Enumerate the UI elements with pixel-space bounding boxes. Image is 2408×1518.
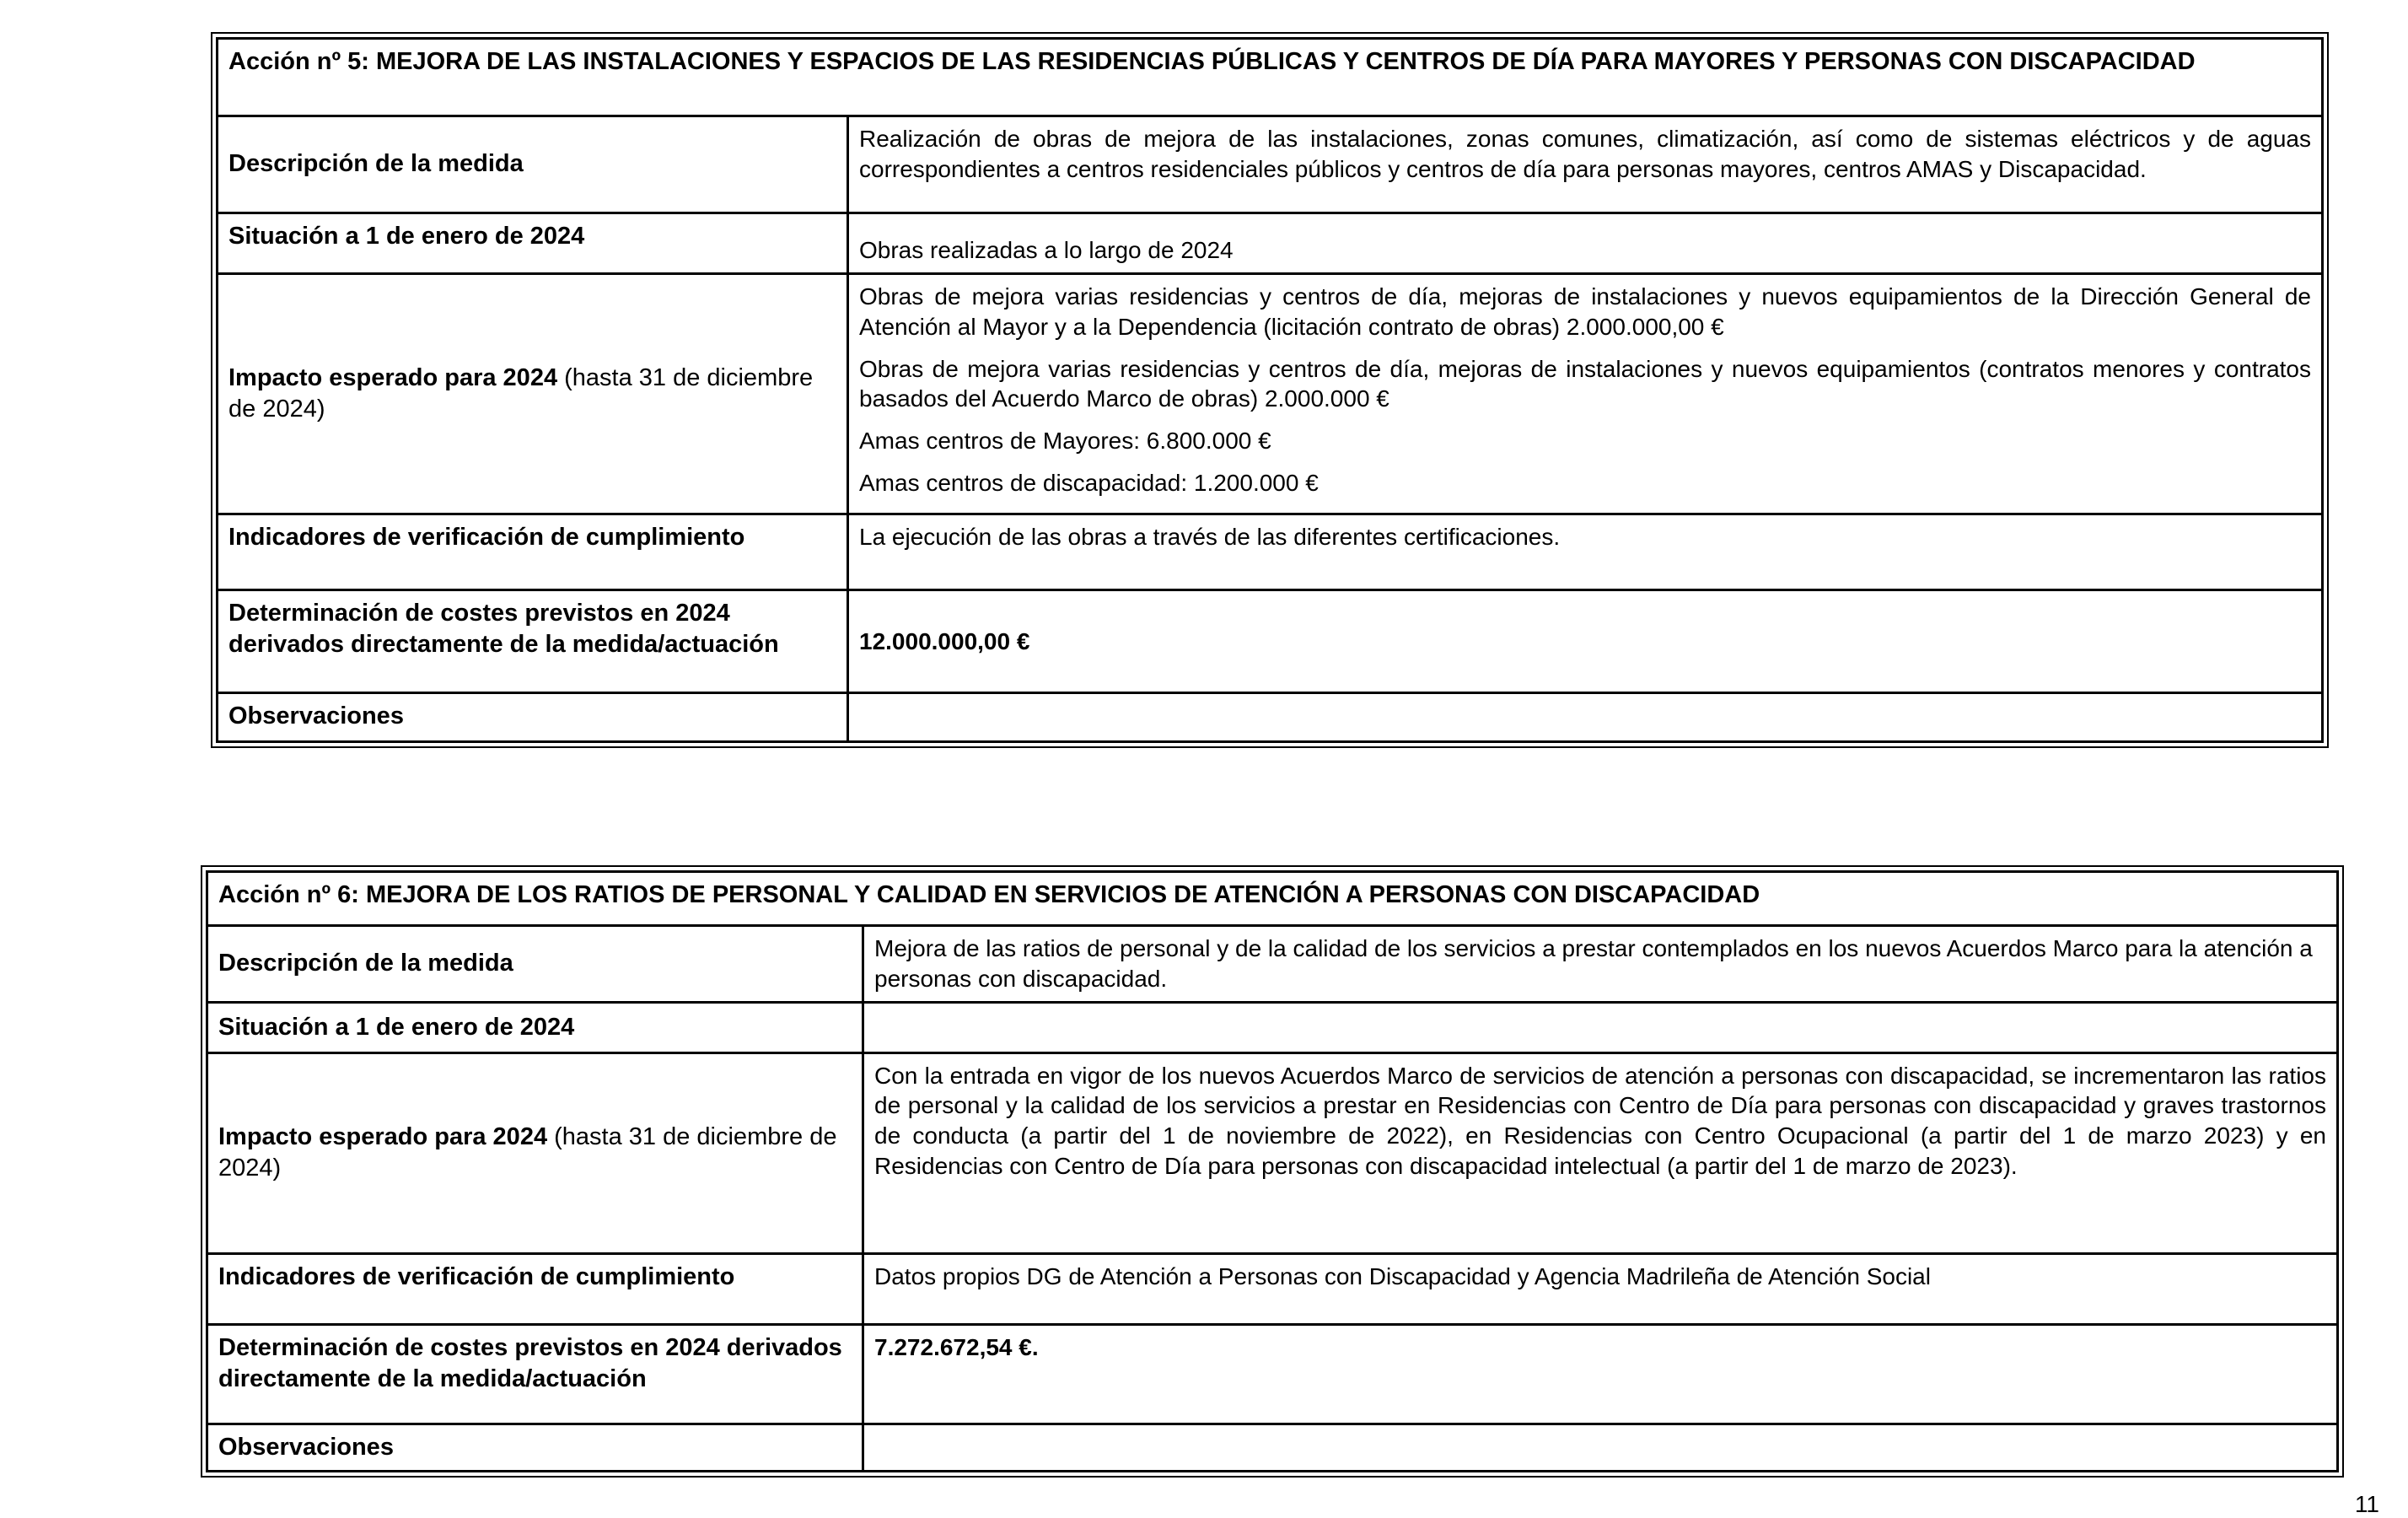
table-row [207,1424,2338,1471]
table-row [207,1002,2338,1052]
row-label-descripcion: Descripción de la medida [207,926,863,1003]
action-6-header: Acción nº 6: MEJORA DE LOS RATIOS DE PERSONAL Y CALIDAD EN SERVICIOS DE ATENCIÓN A PERSONAS CON DISCAPACIDAD [207,872,2338,926]
row-label-costes: Determinación de costes previstos en 2024 derivados directamente de la medida/actuación [218,590,848,693]
page-number: 11 [2354,1491,2379,1517]
impacto-label-bold: Impacto esperado para 2024 [228,363,558,391]
table-row [207,1253,2338,1324]
action-6-table [201,865,2344,1478]
table-row [218,274,2323,514]
table-row [207,926,2338,1003]
row-value-observaciones [863,1424,2338,1471]
table-row [218,116,2323,213]
row-value-indicadores: Datos propios DG de Atención a Personas con Discapacidad y Agencia Madrileña de Atención Social [863,1253,2338,1324]
row-value-situacion: Obras realizadas a lo largo de 2024 [848,213,2323,274]
impacto-paragraph: Amas centros de discapacidad: 1.200.000 € [859,470,1319,497]
row-label-situacion: Situación a 1 de enero de 2024 [207,1002,863,1052]
row-value-impacto [848,274,2323,514]
impacto-paragraph: Amas centros de Mayores: 6.800.000 € [859,428,1271,455]
row-value-observaciones [848,693,2323,742]
impacto-label-rest: (hasta 31 de diciembre de 2024) [218,1123,837,1182]
row-label-observaciones: Observaciones [207,1424,863,1471]
row-label-costes: Determinación de costes previstos en 2024 derivados directamente de la medida/actuación [207,1324,863,1424]
impacto-paragraph: Obras de mejora varias residencias y centros de día, mejoras de instalaciones y nuevos equipamientos de la Dirección General de Atención al Mayor y a la Dependencia (licitación contrato de obras) 2.000.000,00 € [859,283,2311,340]
row-label-descripcion: Descripción de la medida [218,116,848,213]
row-label-situacion: Situación a 1 de enero de 2024 [218,213,848,274]
table-row [207,1324,2338,1424]
row-label-indicadores: Indicadores de verificación de cumplimiento [207,1253,863,1324]
impacto-label-bold: Impacto esperado para 2024 [218,1123,548,1151]
row-value-costes: 7.272.672,54 €. [863,1324,2338,1424]
row-value-descripcion: Realización de obras de mejora de las instalaciones, zonas comunes, climatización, así como de sistemas eléctricos y de aguas correspondientes a centros residenciales públicos y centros de día para personas mayores, centros AMAS y Discapacidad. [848,116,2323,213]
table-row [218,514,2323,590]
row-value-descripcion: Mejora de las ratios de personal y de la calidad de los servicios a prestar contemplados en los nuevos Acuerdos Marco para la atención a personas con discapacidad. [863,926,2338,1003]
row-label-indicadores: Indicadores de verificación de cumplimiento [218,514,848,590]
row-label-impacto [218,274,848,514]
action-5-header: Acción nº 5: MEJORA DE LAS INSTALACIONES Y ESPACIOS DE LAS RESIDENCIAS PÚBLICAS Y CENTROS DE DÍA PARA MAYORES Y PERSONAS CON DISCAPACIDAD [218,39,2323,116]
row-value-indicadores: La ejecución de las obras a través de las diferentes certificaciones. [848,514,2323,590]
row-value-costes: 12.000.000,00 € [848,590,2323,693]
table-row [218,590,2323,693]
table-row [218,693,2323,742]
row-label-impacto [207,1052,863,1253]
action-5-table [211,32,2329,748]
impacto-label-rest: (hasta 31 de diciembre de 2024) [228,363,814,423]
row-value-impacto: Con la entrada en vigor de los nuevos Acuerdos Marco de servicios de atención a personas con discapacidad, se incrementaron las ratios de personal y la calidad de los servicios a prestar en Residencias con Centro de Día para personas con discapacidad y graves trastornos de conducta (a partir del 1 de noviembre de 2022), en Residencias con Centro Ocupacional (a partir del 1 de marzo 2023) y en Residencias con Centro de Día para personas con discapacidad intelectual (a partir del 1 de marzo de 2023). [863,1052,2338,1253]
table-row [207,1052,2338,1253]
impacto-paragraph: Obras de mejora varias residencias y centros de día, mejoras de instalaciones y nuevos equipamientos (contratos menores y contratos basados del Acuerdo Marco de obras) 2.000.000 € [859,355,2311,412]
row-label-observaciones: Observaciones [218,693,848,742]
row-value-situacion [863,1002,2338,1052]
table-row [218,213,2323,274]
